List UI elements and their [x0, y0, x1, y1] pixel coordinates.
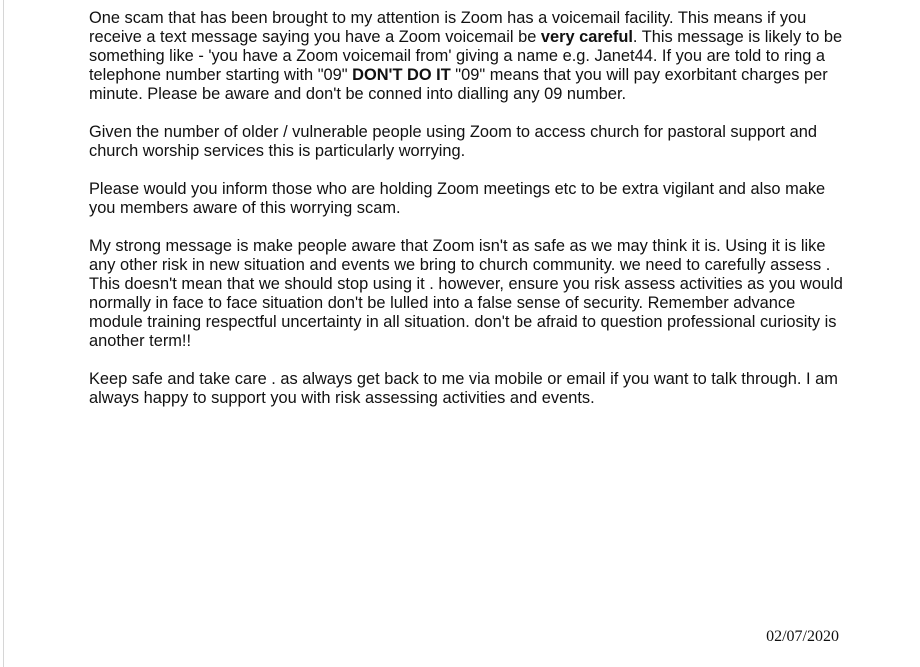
paragraph-text: "09" means that you will pay exorbitant charges per minute. Please be aware and don't be conned into dialling any 09 number.: [89, 66, 828, 103]
paragraph-zoom-scam: [89, 9, 849, 104]
letter-body: [89, 9, 849, 427]
paragraph-text: One scam that has been brought to my attention is Zoom has a voicemail facility. This means if you receive a text message saying you have a Zoom voicemail be: [89, 9, 807, 46]
emphasis-very-careful: very careful: [540, 28, 633, 46]
paragraph-text: . This message is likely to be something like - 'you have a Zoom voicemail from' giving a name e.g. Janet44. If you are told to ring a telephone number starting with "09": [89, 28, 843, 84]
scan-edge: [3, 0, 4, 667]
document-date: 02/07/2020: [766, 628, 839, 645]
paragraph-strong-message: My strong message is make people aware that Zoom isn't as safe as we may think it is. Using it is like any other risk in new situation and events we bring to church community. we need to carefully assess . This doesn't mean that we should stop using it . however, ensure you risk assess activities as you would normally in face to face situation don't be lulled into a false sense of security. Remember advance module training respectful uncertainty in all situation. don't be afraid to question professional curiosity is another term!!: [89, 237, 843, 350]
paragraph-vulnerable-users: Given the number of older / vulnerable people using Zoom to access church for pastoral support and church worship services this is particularly worrying.: [89, 123, 817, 160]
emphasis-dont-do-it: DON'T DO IT: [352, 66, 451, 84]
paragraph-inform-hosts: Please would you inform those who are holding Zoom meetings etc to be extra vigilant and also make you members aware of this worrying scam.: [89, 180, 826, 217]
paragraph-keep-safe: Keep safe and take care . as always get back to me via mobile or email if you want to talk through. I am always happy to support you with risk assessing activities and events.: [89, 370, 838, 407]
